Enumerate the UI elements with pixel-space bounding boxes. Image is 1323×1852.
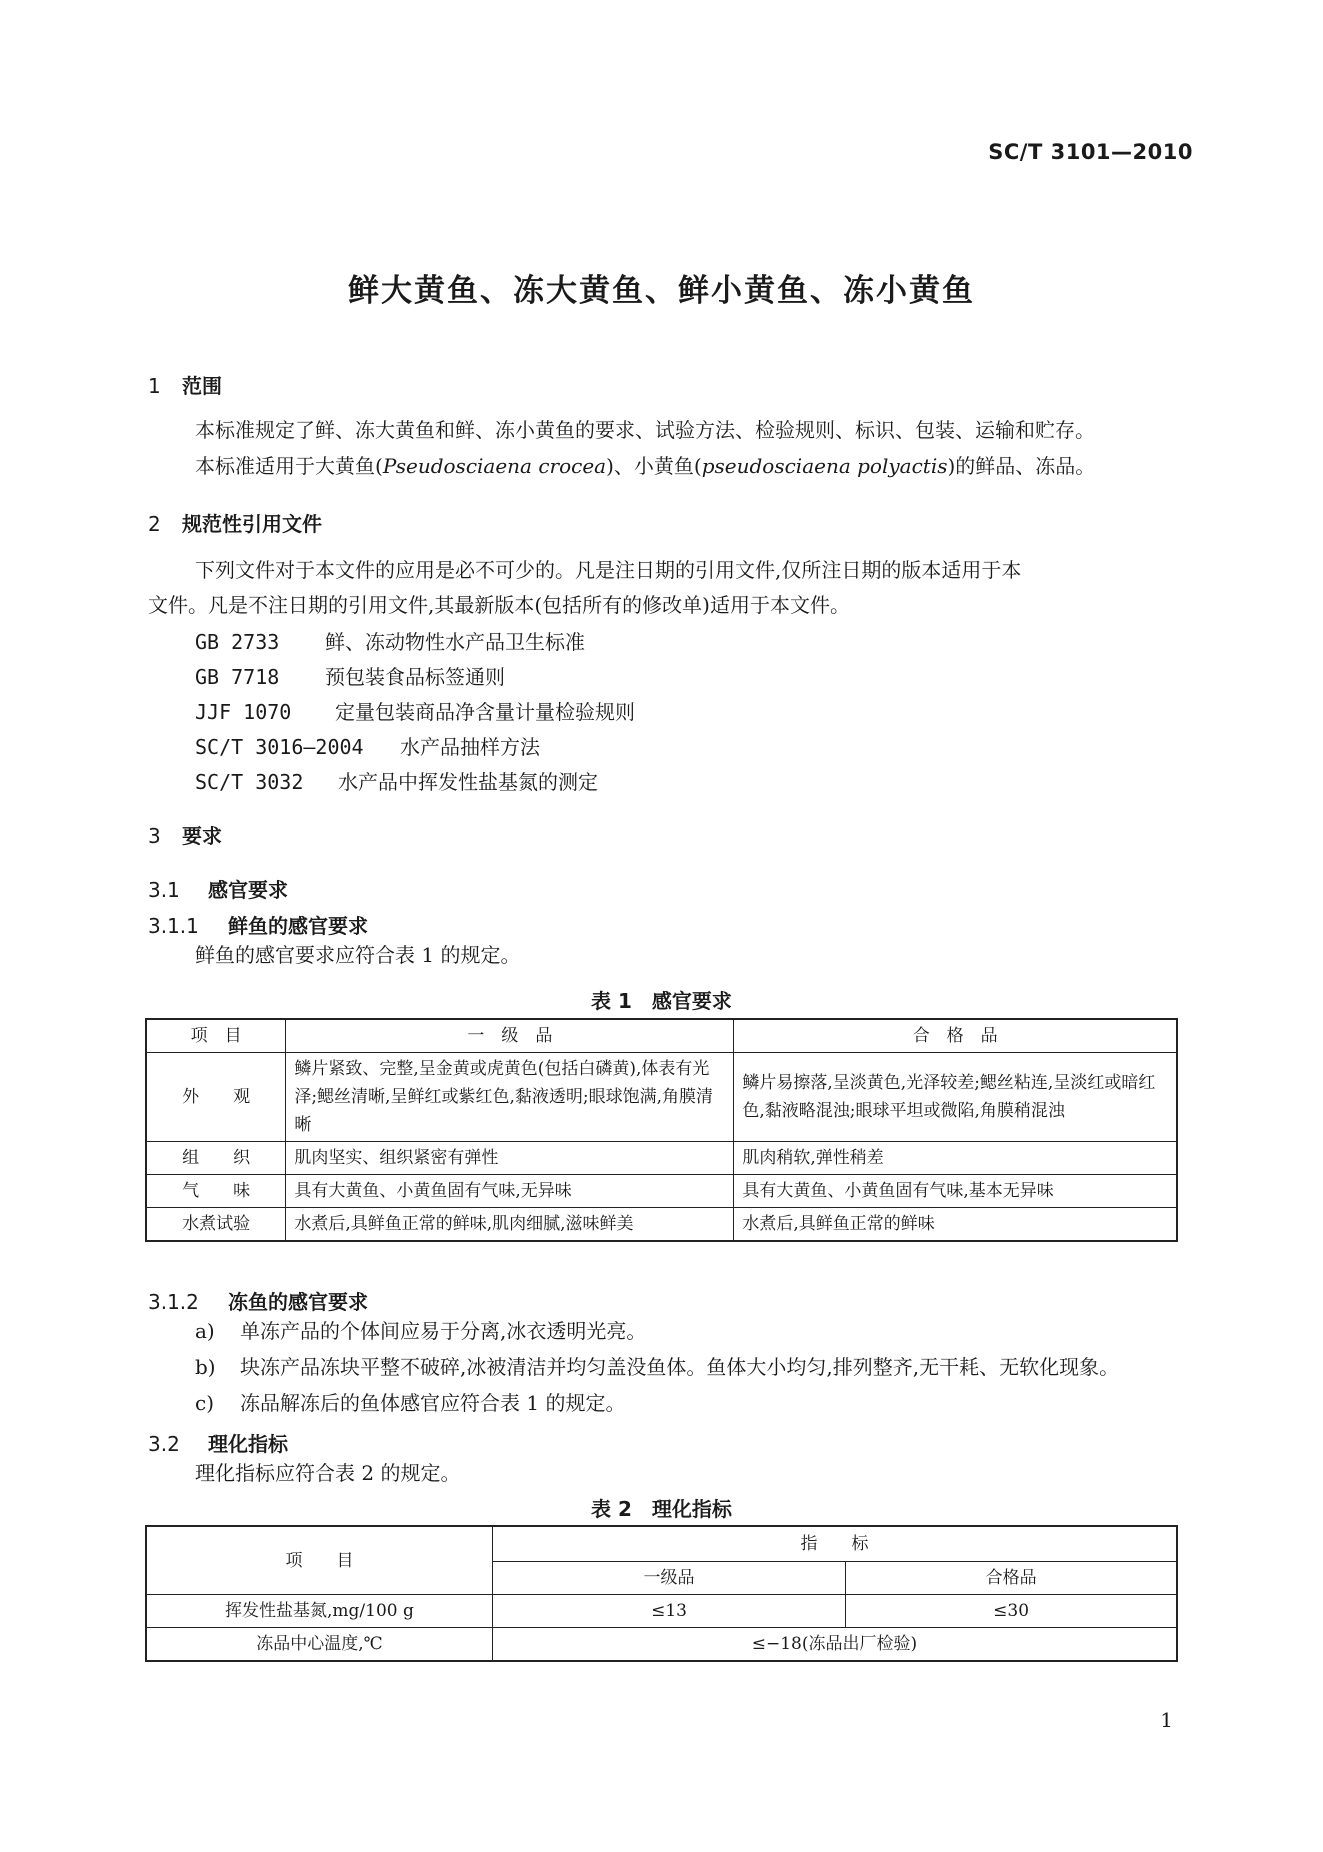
merged-value-cell: ≤−18(冻品出厂检验) xyxy=(492,1628,1177,1662)
text-fragment: )、小黄鱼( xyxy=(606,454,702,478)
section-3-2-heading xyxy=(148,1428,288,1457)
header-cell: 项 目 xyxy=(146,1019,286,1053)
section-number: 3.2 xyxy=(148,1432,180,1456)
section-3-1-2-heading xyxy=(148,1286,368,1315)
reference-code: GB 7718 xyxy=(195,665,280,689)
table-row xyxy=(146,1595,1177,1628)
header-cell-qualified: 合格品 xyxy=(846,1562,1177,1595)
section-2-heading xyxy=(148,508,322,537)
latin-name-large-yellow-croaker: Pseudosciaena crocea xyxy=(382,454,607,478)
table-row xyxy=(146,1208,1177,1242)
header-cell-grade1: 一级品 xyxy=(492,1562,845,1595)
grade1-cell: 肌肉坚实、组织紧密有弹性 xyxy=(286,1142,734,1175)
item-cell: 组 织 xyxy=(146,1142,286,1175)
list-item xyxy=(195,1386,625,1421)
section-3-1-heading xyxy=(148,874,288,903)
section-3-heading xyxy=(148,820,222,849)
table-row xyxy=(146,1175,1177,1208)
grade1-cell: 具有大黄鱼、小黄鱼固有气味,无异味 xyxy=(286,1175,734,1208)
text-fragment: )的鲜品、冻品。 xyxy=(947,454,1096,478)
reference-code: SC/T 3016—2004 xyxy=(195,735,364,759)
table-1-caption: 表 1 感官要求 xyxy=(591,989,732,1013)
table-header-row xyxy=(146,1019,1177,1053)
section-number: 3.1.1 xyxy=(148,914,199,938)
list-text: 单冻产品的个体间应易于分离,冰衣透明光亮。 xyxy=(240,1319,647,1343)
normative-reference xyxy=(195,696,635,725)
item-cell: 水煮试验 xyxy=(146,1208,286,1242)
latin-name-small-yellow-croaker: pseudosciaena polyactis xyxy=(701,454,948,478)
document-title: 鲜大黄鱼、冻大黄鱼、鲜小黄鱼、冻小黄鱼 xyxy=(348,273,975,309)
reference-name: 水产品中挥发性盐基氮的测定 xyxy=(338,770,598,794)
text-fragment: 本标准适用于大黄鱼( xyxy=(195,454,383,478)
item-cell: 冻品中心温度,℃ xyxy=(146,1628,492,1662)
section-1-para-2 xyxy=(195,449,1095,484)
section-number: 3.1.2 xyxy=(148,1290,199,1314)
section-title: 范围 xyxy=(182,374,222,398)
table-1-sensory-requirements xyxy=(145,1018,1178,1242)
reference-name: 定量包装商品净含量计量检验规则 xyxy=(335,700,635,724)
list-item xyxy=(195,1314,646,1349)
grade1-cell: ≤13 xyxy=(492,1595,845,1628)
section-3-1-1-text: 鲜鱼的感官要求应符合表 1 的规定。 xyxy=(195,943,521,967)
qualified-cell: 鳞片易擦落,呈淡黄色,光泽较差;鳃丝粘连,呈淡红或暗红色,黏液略混浊;眼球平坦或微陷,角膜稍混浊 xyxy=(734,1053,1177,1142)
header-cell-index: 指 标 xyxy=(492,1526,1177,1562)
item-cell: 气 味 xyxy=(146,1175,286,1208)
list-text: 块冻产品冻块平整不破碎,冰被清洁并均匀盖没鱼体。鱼体大小均匀,排列整齐,无干耗、无软化现象。 xyxy=(240,1355,1120,1379)
standard-number: SC/T 3101—2010 xyxy=(988,140,1193,164)
reference-code: SC/T 3032 xyxy=(195,770,304,794)
normative-reference xyxy=(195,661,505,690)
header-cell: 合 格 品 xyxy=(734,1019,1177,1053)
reference-name: 预包装食品标签通则 xyxy=(325,665,505,689)
section-number: 3.1 xyxy=(148,878,180,902)
table-row xyxy=(146,1053,1177,1142)
list-item xyxy=(195,1350,1119,1385)
normative-reference xyxy=(195,731,540,760)
section-title: 冻鱼的感官要求 xyxy=(228,1290,368,1314)
page-number: 1 xyxy=(1160,1708,1173,1732)
table-2-physicochemical-indicators xyxy=(145,1525,1178,1662)
table-header-row xyxy=(146,1526,1177,1562)
table-row xyxy=(146,1142,1177,1175)
grade1-cell: 鳞片紧致、完整,呈金黄或虎黄色(包括白磷黄),体表有光泽;鳃丝清晰,呈鲜红或紫红色,黏液透明;眼球饱满,角膜清晰 xyxy=(286,1053,734,1142)
section-3-2-text: 理化指标应符合表 2 的规定。 xyxy=(195,1461,461,1485)
qualified-cell: 肌肉稍软,弹性稍差 xyxy=(734,1142,1177,1175)
reference-code: GB 2733 xyxy=(195,630,280,654)
section-1-para-1: 本标准规定了鲜、冻大黄鱼和鲜、冻小黄鱼的要求、试验方法、检验规则、标识、包装、运输和贮存。 xyxy=(195,418,1095,442)
section-title: 鲜鱼的感官要求 xyxy=(228,914,368,938)
reference-name: 鲜、冻动物性水产品卫生标准 xyxy=(325,630,585,654)
normative-reference xyxy=(195,626,585,655)
qualified-cell: 具有大黄鱼、小黄鱼固有气味,基本无异味 xyxy=(734,1175,1177,1208)
list-label: a) xyxy=(195,1319,215,1343)
header-cell: 一 级 品 xyxy=(286,1019,734,1053)
header-cell-item: 项 目 xyxy=(146,1526,492,1595)
qualified-cell: ≤30 xyxy=(846,1595,1177,1628)
section-title: 感官要求 xyxy=(208,878,288,902)
qualified-cell: 水煮后,具鲜鱼正常的鲜味 xyxy=(734,1208,1177,1242)
section-2-para-2: 文件。凡是不注日期的引用文件,其最新版本(包括所有的修改单)适用于本文件。 xyxy=(148,593,850,617)
section-number: 1 xyxy=(148,374,161,398)
section-title: 规范性引用文件 xyxy=(182,512,322,536)
section-title: 理化指标 xyxy=(208,1432,288,1456)
section-3-1-1-heading xyxy=(148,910,368,939)
list-text: 冻品解冻后的鱼体感官应符合表 1 的规定。 xyxy=(240,1391,626,1415)
item-cell: 外 观 xyxy=(146,1053,286,1142)
section-2-para-1: 下列文件对于本文件的应用是必不可少的。凡是注日期的引用文件,仅所注日期的版本适用于本 xyxy=(195,558,1022,582)
normative-reference xyxy=(195,766,598,795)
item-cell: 挥发性盐基氮,mg/100 g xyxy=(146,1595,492,1628)
list-label: b) xyxy=(195,1355,216,1379)
section-number: 2 xyxy=(148,512,161,536)
table-row xyxy=(146,1628,1177,1662)
section-title: 要求 xyxy=(182,824,222,848)
table-2-caption: 表 2 理化指标 xyxy=(591,1497,732,1521)
reference-name: 水产品抽样方法 xyxy=(400,735,540,759)
list-label: c) xyxy=(195,1391,215,1415)
section-1-heading xyxy=(148,370,222,399)
section-number: 3 xyxy=(148,824,161,848)
grade1-cell: 水煮后,具鲜鱼正常的鲜味,肌肉细腻,滋味鲜美 xyxy=(286,1208,734,1242)
reference-code: JJF 1070 xyxy=(195,700,292,724)
